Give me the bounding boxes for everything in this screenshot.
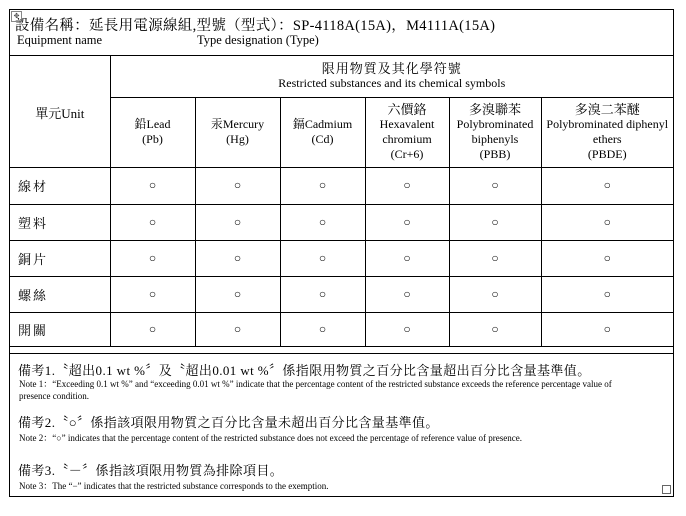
table-row: [10, 240, 673, 276]
presence-mark: ○: [280, 276, 365, 312]
row-label-copper-sheet: 銅片: [10, 240, 110, 276]
table-row: [10, 167, 673, 204]
unit-header-cell: [10, 55, 110, 167]
presence-mark: ○: [449, 167, 541, 204]
presence-mark: ○: [365, 240, 449, 276]
presence-mark: ○: [365, 167, 449, 204]
table-resize-handle-icon[interactable]: [662, 485, 671, 494]
presence-mark: ○: [195, 167, 280, 204]
substance-header-lead: 鉛Lead (Pb): [110, 97, 195, 167]
row-label-screw: 螺絲: [10, 276, 110, 312]
document-header: [10, 10, 673, 56]
unit-header: 單元Unit: [35, 106, 85, 121]
row-label-wire: 線材: [10, 167, 110, 204]
presence-mark: ○: [365, 312, 449, 346]
presence-mark: ○: [280, 240, 365, 276]
presence-mark: ○: [280, 312, 365, 346]
table-row: [10, 312, 673, 346]
substance-header-hexavalent-chromium: 六價鉻 Hexavalent chromium (Cr+6): [365, 97, 449, 167]
restricted-header-cell: [110, 55, 673, 97]
table-row: [10, 204, 673, 240]
presence-mark: ○: [110, 312, 195, 346]
presence-mark: ○: [541, 312, 673, 346]
type-designation-label: Type designation (Type): [197, 33, 319, 47]
presence-mark: ○: [541, 167, 673, 204]
presence-mark: ○: [449, 204, 541, 240]
substance-header-mercury: 汞Mercury (Hg): [195, 97, 280, 167]
note-3-zh: 備考3.〝－〞係指該項限用物質為排除項目。: [18, 463, 284, 478]
presence-mark: ○: [280, 167, 365, 204]
table-row: [10, 276, 673, 312]
presence-mark: ○: [449, 276, 541, 312]
presence-mark: ○: [110, 204, 195, 240]
note-3-en: Note 3：The “−” indicates that the restricted substance corresponds to the exemption.: [19, 481, 329, 491]
substance-header-pbde: 多溴二苯醚 Polybrominated diphenyl ethers (PBDE): [541, 97, 673, 167]
presence-mark: ○: [110, 167, 195, 204]
presence-mark: ○: [541, 240, 673, 276]
presence-mark: ○: [195, 276, 280, 312]
presence-mark: ○: [541, 276, 673, 312]
restricted-substances-table: [10, 55, 673, 347]
presence-mark: ○: [195, 204, 280, 240]
presence-mark: ○: [195, 240, 280, 276]
presence-mark: ○: [365, 204, 449, 240]
rohs-declaration-document: [9, 9, 674, 497]
presence-mark: ○: [280, 204, 365, 240]
presence-mark: ○: [195, 312, 280, 346]
presence-mark: ○: [365, 276, 449, 312]
presence-mark: ○: [541, 204, 673, 240]
substance-header-pbb: 多溴聯苯 Polybrominated biphenyls (PBB): [449, 97, 541, 167]
presence-mark: ○: [449, 312, 541, 346]
row-label-switch: 開關: [10, 312, 110, 346]
equipment-title: 設備名稱：延長用電源線組,型號（型式）：SP-4118A(15A)，M4111A(15A): [15, 18, 496, 34]
substance-header-cadmium: 鎘Cadmium (Cd): [280, 97, 365, 167]
presence-mark: ○: [449, 240, 541, 276]
restricted-header-zh: 限用物質及其化學符號: [321, 61, 462, 77]
table-move-handle-icon[interactable]: ✥: [11, 11, 22, 22]
note-2-zh: 備考2.〝○〞係指該項限用物質之百分比含量未超出百分比含量基準值。: [18, 415, 439, 430]
note-2-en: Note 2：“○” indicates that the percentage content of the restricted substance does not exceed the percentage of reference value of presence.: [19, 433, 522, 443]
presence-mark: ○: [110, 240, 195, 276]
equipment-name-label: Equipment name: [17, 33, 103, 47]
note-1-en: Note 1：“Exceeding 0.1 wt %” and “exceeding 0.01 wt %” indicate that the percentage content of the restricted substance exceeds the reference percentage value of presence condition.: [19, 379, 612, 401]
restricted-header-en: Restricted substances and its chemical symbols: [278, 76, 506, 91]
note-1-zh: 備考1.〝超出0.1 wt %〞及〝超出0.01 wt %〞係指限用物質之百分比含量超出百分比含量基準值。: [18, 363, 591, 378]
notes-section: [10, 353, 673, 497]
row-label-plastic: 塑料: [10, 204, 110, 240]
presence-mark: ○: [110, 276, 195, 312]
